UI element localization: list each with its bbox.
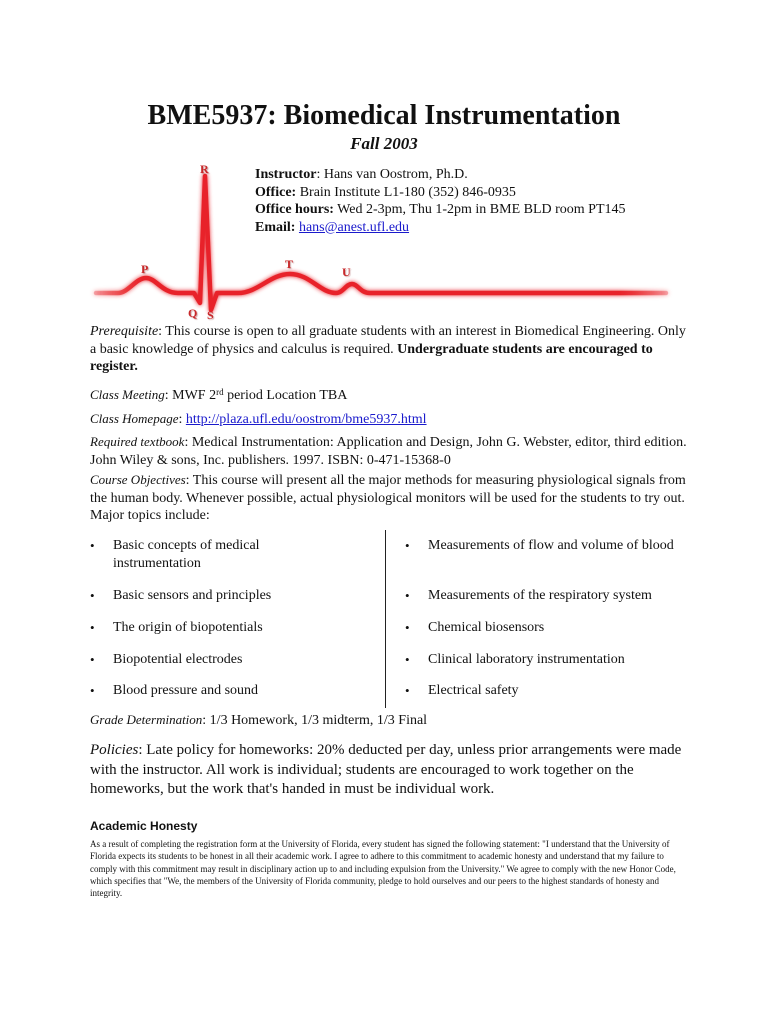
list-item-text: Measurements of the respiratory system	[428, 588, 652, 603]
term-subtitle: Fall 2003	[350, 134, 418, 153]
ecg-label-t: T	[285, 257, 294, 271]
office-hours-row	[255, 201, 626, 219]
list-item-text: Measurements of flow and volume of blood	[428, 538, 674, 553]
list-item	[405, 682, 519, 700]
list-item	[405, 587, 652, 605]
class-meeting-text: : MWF 2	[164, 388, 217, 403]
office-value: Brain Institute L1-180 (352) 846-0935	[296, 184, 516, 200]
list-item-text: Basic concepts of medical instrumentation	[113, 538, 260, 571]
bullet-icon: •	[90, 538, 95, 553]
list-item-text: Electrical safety	[428, 683, 519, 698]
list-item-text: Basic sensors and principles	[113, 588, 272, 603]
bullet-icon: •	[90, 588, 95, 603]
academic-honesty-text: As a result of completing the registration form at the University of Florida, every student has signed the following statement: "I understand that the University of Florida expects its students to be honest in all their academic work. I agree to adhere to this commitment to academic honesty and understand that my failure to comply with this commitment may result in disciplinary action up to and including expulsion from the University." We agree to comply with the new Honor Code, which specifies that "We, the members of the University of Florida community, pledge to hold ourselves and our peers to the highest standards of honesty and integrity.	[90, 839, 676, 899]
office-label: Office:	[255, 184, 297, 200]
objectives-paragraph	[90, 471, 690, 525]
bullet-icon: •	[405, 652, 410, 667]
objectives-text: : This course will present all the major methods for measuring physiological signals from the human body. Whenever possible, actual physiological monitors will be used for the students to try out. Major topics include:	[90, 473, 686, 523]
policies-label: Policies	[90, 742, 139, 758]
bullet-icon: •	[90, 620, 95, 635]
ecg-label-p: P	[141, 262, 149, 276]
email-row	[255, 219, 626, 237]
page-title: BME5937: Biomedical Instrumentation	[147, 100, 621, 131]
prerequisite-text: : This course is open to all graduate students with an interest in Biomedical Engineering. Only a basic knowledge of physics and calculus is required.	[90, 324, 686, 357]
instructor-info	[255, 166, 626, 236]
list-item	[90, 587, 271, 605]
grade-label: Grade Determination	[90, 712, 203, 727]
textbook-paragraph	[90, 433, 690, 469]
instructor-value: : Hans van Oostrom, Ph.D.	[316, 167, 468, 182]
ecg-label-u: U	[342, 265, 351, 279]
email-label: Email:	[255, 219, 296, 235]
list-item	[90, 651, 242, 669]
list-item	[405, 537, 674, 555]
class-homepage-link[interactable]: http://plaza.ufl.edu/oostrom/bme5937.html	[185, 412, 427, 427]
topics-list	[90, 530, 690, 708]
grade-paragraph	[90, 711, 690, 730]
list-item	[90, 619, 263, 637]
objectives-label: Course Objectives	[90, 472, 186, 487]
ecg-label-r: R	[200, 162, 209, 176]
class-homepage-paragraph	[90, 410, 690, 429]
bullet-icon: •	[405, 683, 410, 698]
ecg-label-q: Q	[188, 306, 198, 320]
class-meeting-label: Class Meeting	[90, 387, 165, 402]
instructor-label: Instructor	[255, 167, 317, 182]
list-item	[90, 682, 258, 700]
class-homepage-sep: :	[178, 412, 186, 427]
list-item	[405, 651, 625, 669]
list-item	[405, 619, 544, 637]
academic-honesty-heading: Academic Honesty	[90, 819, 198, 833]
office-hours-label: Office hours:	[255, 202, 334, 217]
column-divider	[385, 530, 386, 708]
textbook-text: : Medical Instrumentation: Application and Design, John G. Webster, editor, third edition. John Wiley & sons, Inc. publishers. 1997. ISBN: 0-471-15368-0	[90, 435, 687, 468]
policies-paragraph	[90, 741, 690, 800]
grade-text: : 1/3 Homework, 1/3 midterm, 1/3 Final	[202, 713, 428, 728]
list-item-text: Biopotential electrodes	[113, 652, 243, 667]
bullet-icon: •	[405, 620, 410, 635]
class-meeting-sup: rd	[216, 387, 224, 397]
bullet-icon: •	[90, 652, 95, 667]
prerequisite-bold-note: Undergraduate students are encouraged to register.	[90, 341, 653, 374]
bullet-icon: •	[405, 538, 410, 553]
list-item-text: Clinical laboratory instrumentation	[428, 652, 625, 667]
list-item-text: The origin of biopotentials	[113, 620, 263, 635]
list-item	[90, 537, 290, 573]
textbook-label: Required textbook	[90, 434, 185, 449]
office-row	[255, 184, 626, 202]
list-item-text: Chemical biosensors	[428, 620, 545, 635]
prerequisite-paragraph	[90, 323, 690, 376]
policies-text: : Late policy for homeworks: 20% deducted per day, unless prior arrangements were made with the instructor. All work is individual; students are encouraged to work together on the homeworks, but the work that's handed in must be individual work.	[90, 742, 682, 797]
office-hours-value: Wed 2-3pm, Thu 1-2pm in BME BLD room PT145	[333, 202, 626, 217]
ecg-label-s: S	[207, 308, 214, 322]
prerequisite-label: Prerequisite	[90, 324, 159, 339]
bullet-icon: •	[90, 683, 95, 698]
bullet-icon: •	[405, 588, 410, 603]
class-homepage-label: Class Homepage	[90, 411, 179, 426]
class-meeting-text-after: period Location TBA	[223, 388, 348, 403]
instructor-row	[255, 166, 626, 184]
email-link[interactable]: hans@anest.ufl.edu	[298, 219, 410, 235]
list-item-text: Blood pressure and sound	[113, 683, 259, 698]
class-meeting-paragraph	[90, 386, 690, 405]
